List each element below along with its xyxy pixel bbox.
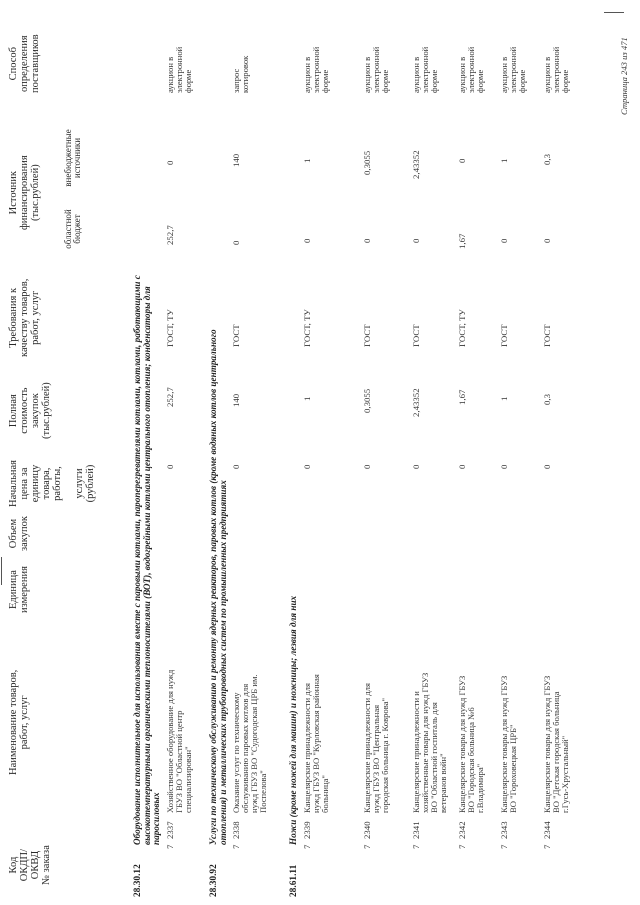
header-code [8, 845, 52, 885]
row-code: 7 [231, 844, 241, 849]
section-code: 28.30.92 [209, 864, 219, 897]
header-code-line: ОКДП/ [19, 848, 31, 882]
row-number: 2341 [411, 821, 421, 839]
row-method [412, 47, 439, 93]
section-code: 28.30.12 [133, 864, 143, 897]
row-extra: 2,43352 [411, 150, 421, 179]
row-price: 0 [411, 464, 421, 469]
header-cost-line: (тыс.рублей) [41, 382, 53, 439]
row-name-line: Канцелярские товары для нужд ГБУЗ [457, 675, 467, 813]
row-requirements: ГОСТ [231, 324, 241, 347]
header-full-cost [8, 382, 52, 439]
section-title [133, 275, 162, 845]
row-name-line: Канцелярские товары для нужд ГБУЗ [542, 675, 552, 813]
row-requirements: ГОСТ [411, 324, 421, 347]
row-name-line: г.Гусь-Хрустальный" [560, 735, 571, 813]
row-name-line: Канцелярские товары для нужд ГБУЗ [499, 675, 509, 813]
header-unit-line: измерения [19, 566, 31, 613]
row-cost: 1,67 [457, 389, 467, 405]
row-name-line: нужд ГБУЗ ВО "Курловская районная [311, 674, 322, 813]
row-regional: 0 [411, 238, 421, 243]
row-method [166, 47, 193, 93]
row-name-line: хозяйственные товары для нужд ГБУЗ [420, 672, 431, 813]
row-regional: 252,7 [165, 225, 175, 245]
row-name-line: Оказание услуг по техническому [231, 692, 241, 813]
row-code: 7 [362, 844, 372, 849]
row-method-line: электронной [508, 46, 519, 93]
row-number: 2338 [231, 821, 241, 839]
header-cost-line: закупок [30, 393, 42, 429]
row-method-line: форме [380, 69, 391, 93]
row-cost: 140 [231, 393, 241, 407]
header-price-line: единицу [30, 464, 42, 503]
row-extra: 0 [165, 160, 175, 165]
row-name-line: больница" [320, 775, 331, 813]
header-method [8, 34, 41, 93]
header-price-line: цена за [19, 467, 31, 500]
row-name-line: обслуживанию паровых котлов для [240, 683, 251, 813]
header-method-line: Способ [8, 47, 19, 81]
header-price-line: услуги [74, 468, 86, 499]
header-req-line: работ, услуг [30, 290, 42, 345]
row-regional: 0 [499, 238, 509, 243]
row-method-line: аукцион в [302, 56, 312, 93]
section-title-line: отопления) и металлических трубопроводных систем по промышленных предприятиях [217, 480, 228, 845]
row-method [458, 47, 485, 93]
header-name [8, 670, 30, 775]
row-method-line: форме [183, 69, 194, 93]
header-price-line: товара, [41, 467, 53, 500]
header-volume-line: закупок [19, 516, 31, 551]
row-method [303, 47, 330, 93]
row-requirements: ГОСТ, ТУ [457, 309, 467, 347]
row-regional: 1,67 [457, 233, 467, 249]
row-price: 0 [362, 464, 372, 469]
header-name-line: работ, услуг [19, 695, 31, 750]
row-code: 7 [302, 844, 312, 849]
section-title-line: высокотемпературными органическими теплоносителями (ВОТ), водогрейными котлами центрального отопления; конденсаторы для [141, 286, 152, 845]
header-requirements [8, 279, 41, 357]
header-fin-line: (тыс.рублей) [30, 164, 42, 222]
row-regional: 0 [302, 238, 312, 243]
header-code-line: Код [8, 856, 19, 874]
row-number: 2344 [542, 821, 552, 839]
row-name-line: Канцелярские принадлежности и [411, 691, 421, 813]
row-number: 2342 [457, 821, 467, 839]
section-title-line: паросиловых [151, 792, 162, 845]
header-code-line: ОКВД [30, 850, 42, 880]
header-price-line: (рублей) [85, 464, 97, 503]
header-volume-line: Объем [8, 518, 19, 549]
header-fin-extra: внебюджетные источники [63, 129, 83, 187]
row-code: 7 [457, 844, 467, 849]
row-code: 7 [165, 844, 175, 849]
row-extra: 0,3 [542, 154, 552, 165]
row-method-line: форме [475, 69, 486, 93]
row-name-line: Поспелова" [258, 770, 269, 813]
row-price: 0 [457, 464, 467, 469]
row-code: 7 [542, 844, 552, 849]
row-method-line: электронной [174, 46, 185, 93]
section-title: Ножи (кроме ножей для машин) и ножницы; лезвия для них [288, 595, 298, 845]
row-method-line: аукцион в [542, 56, 552, 93]
row-extra: 0 [457, 158, 467, 163]
scan-mark [1, 557, 2, 585]
row-method-line: электронной [420, 46, 431, 93]
header-cost-line: стоимость [19, 387, 31, 434]
page-number: Страница 243 из 471 [619, 37, 629, 115]
row-name-line: ВО "Областной госпиталь для [429, 702, 440, 813]
row-cost: 1 [302, 396, 312, 401]
row-name-line: Канцелярские принадлежности для [362, 683, 372, 813]
header-unit-line: Единица [8, 570, 19, 609]
row-method-line: электронной [466, 46, 477, 93]
header-fin-regional: областной бюджет [63, 209, 83, 249]
header-volume [8, 516, 30, 551]
row-method-line: электронной [311, 46, 322, 93]
row-method [543, 47, 570, 93]
section-title-line: Оборудование исполнительное для использования вместе с паровыми котлами, пароперегревателями котлами, котлами, работающими с [132, 275, 142, 845]
row-price: 0 [542, 464, 552, 469]
row-number: 2339 [302, 821, 312, 839]
row-cost: 0,3 [542, 394, 552, 405]
row-name-line: Канцелярские принадлежности для [302, 683, 312, 813]
row-name [166, 670, 193, 813]
row-price: 0 [231, 464, 241, 469]
row-name-line: городская больница г. Коврова" [380, 698, 391, 813]
row-name [303, 674, 330, 813]
row-cost: 0,3055 [362, 388, 372, 413]
header-code-line: № заказа [41, 845, 53, 885]
row-price: 0 [499, 464, 509, 469]
header-financing [8, 155, 41, 230]
section-title [209, 329, 228, 845]
row-method-line: аукцион в [362, 56, 372, 93]
row-name-line: Хозяйственное оборудование для нужд [165, 669, 175, 813]
row-cost: 252,7 [165, 387, 175, 407]
row-price: 0 [165, 464, 175, 469]
row-regional: 0 [362, 238, 372, 243]
row-extra: 140 [231, 153, 241, 167]
header-price-line: Начальная [8, 460, 19, 507]
row-method [363, 47, 390, 93]
row-method-line: форме [517, 69, 528, 93]
row-regional: 0 [231, 240, 241, 245]
row-cost: 2,43352 [411, 388, 421, 417]
row-name [363, 683, 390, 813]
row-name-line: специализирован" [183, 746, 194, 813]
row-method-line: аукцион в [499, 56, 509, 93]
header-req-line: качеству товаров, [19, 278, 31, 357]
header-price-line [63, 460, 74, 507]
row-extra: 1 [499, 158, 509, 163]
row-name [232, 674, 268, 813]
row-number: 2343 [499, 821, 509, 839]
row-method-line: электронной [371, 46, 382, 93]
row-code: 7 [499, 844, 509, 849]
row-code: 7 [411, 844, 421, 849]
header-fin-line: финансирования [19, 155, 31, 230]
row-number: 2340 [362, 821, 372, 839]
header-cost-line: Полная [8, 394, 19, 428]
row-method-line: запрос [231, 68, 241, 93]
row-name-line: ГБУЗ ВО "Областной центр [174, 710, 185, 813]
row-method-line: аукцион в [411, 56, 421, 93]
section-title-line: Услуги по техническому обслуживанию и ремонту ядерных реакторов, паровых котлов (кроме водяных котлов центрального [208, 329, 218, 845]
row-method-line: котировок [240, 55, 251, 93]
row-requirements: ГОСТ [362, 324, 372, 347]
row-name-line: нужд ГБУЗ ВО "Центральная [371, 704, 382, 813]
row-method-line: форме [429, 69, 440, 93]
row-name-line: ВО "Гороховецкая ЦРБ" [508, 724, 519, 813]
row-requirements: ГОСТ [499, 324, 509, 347]
section-code: 28.61.11 [289, 864, 299, 897]
row-name-line: ВО "Городская больница №6 [466, 707, 477, 813]
header-method-line: определения [19, 35, 31, 93]
row-price: 0 [302, 464, 312, 469]
header-fin-line: Источник [8, 171, 19, 215]
header-unit [8, 566, 30, 613]
row-name [458, 676, 485, 813]
header-method-line: поставщиков [30, 34, 42, 93]
row-number: 2337 [165, 821, 175, 839]
row-method-line: аукцион в [165, 56, 175, 93]
row-name-line: ветеранов войн" [438, 753, 449, 813]
row-extra: 0,3055 [362, 150, 372, 175]
row-requirements: ГОСТ [542, 324, 552, 347]
row-name-line: г.Владимира" [475, 763, 486, 813]
header-name-line: Наименование товаров, [8, 669, 19, 775]
row-method [500, 47, 527, 93]
scan-mark [604, 12, 624, 13]
header-req-line: Требования к [8, 287, 19, 348]
row-method-line: форме [560, 69, 571, 93]
row-regional: 0 [542, 238, 552, 243]
row-name [500, 676, 518, 813]
row-name-line: нужд ГБУЗ ВО "Судогодская ЦРБ им. [249, 674, 260, 813]
row-cost: 1 [499, 396, 509, 401]
row-name-line: ВО "Детская городская больница [551, 691, 562, 813]
row-method-line: аукцион в [457, 56, 467, 93]
row-requirements: ГОСТ, ТУ [165, 309, 175, 347]
row-method-line: форме [320, 69, 331, 93]
row-method-line: электронной [551, 46, 562, 93]
row-name [543, 676, 570, 813]
row-extra: 1 [302, 158, 312, 163]
header-initial-price [8, 460, 96, 507]
row-method [232, 56, 250, 93]
header-price-line: работы, [52, 466, 64, 501]
row-requirements: ГОСТ, ТУ [302, 309, 312, 347]
row-name [412, 673, 448, 813]
